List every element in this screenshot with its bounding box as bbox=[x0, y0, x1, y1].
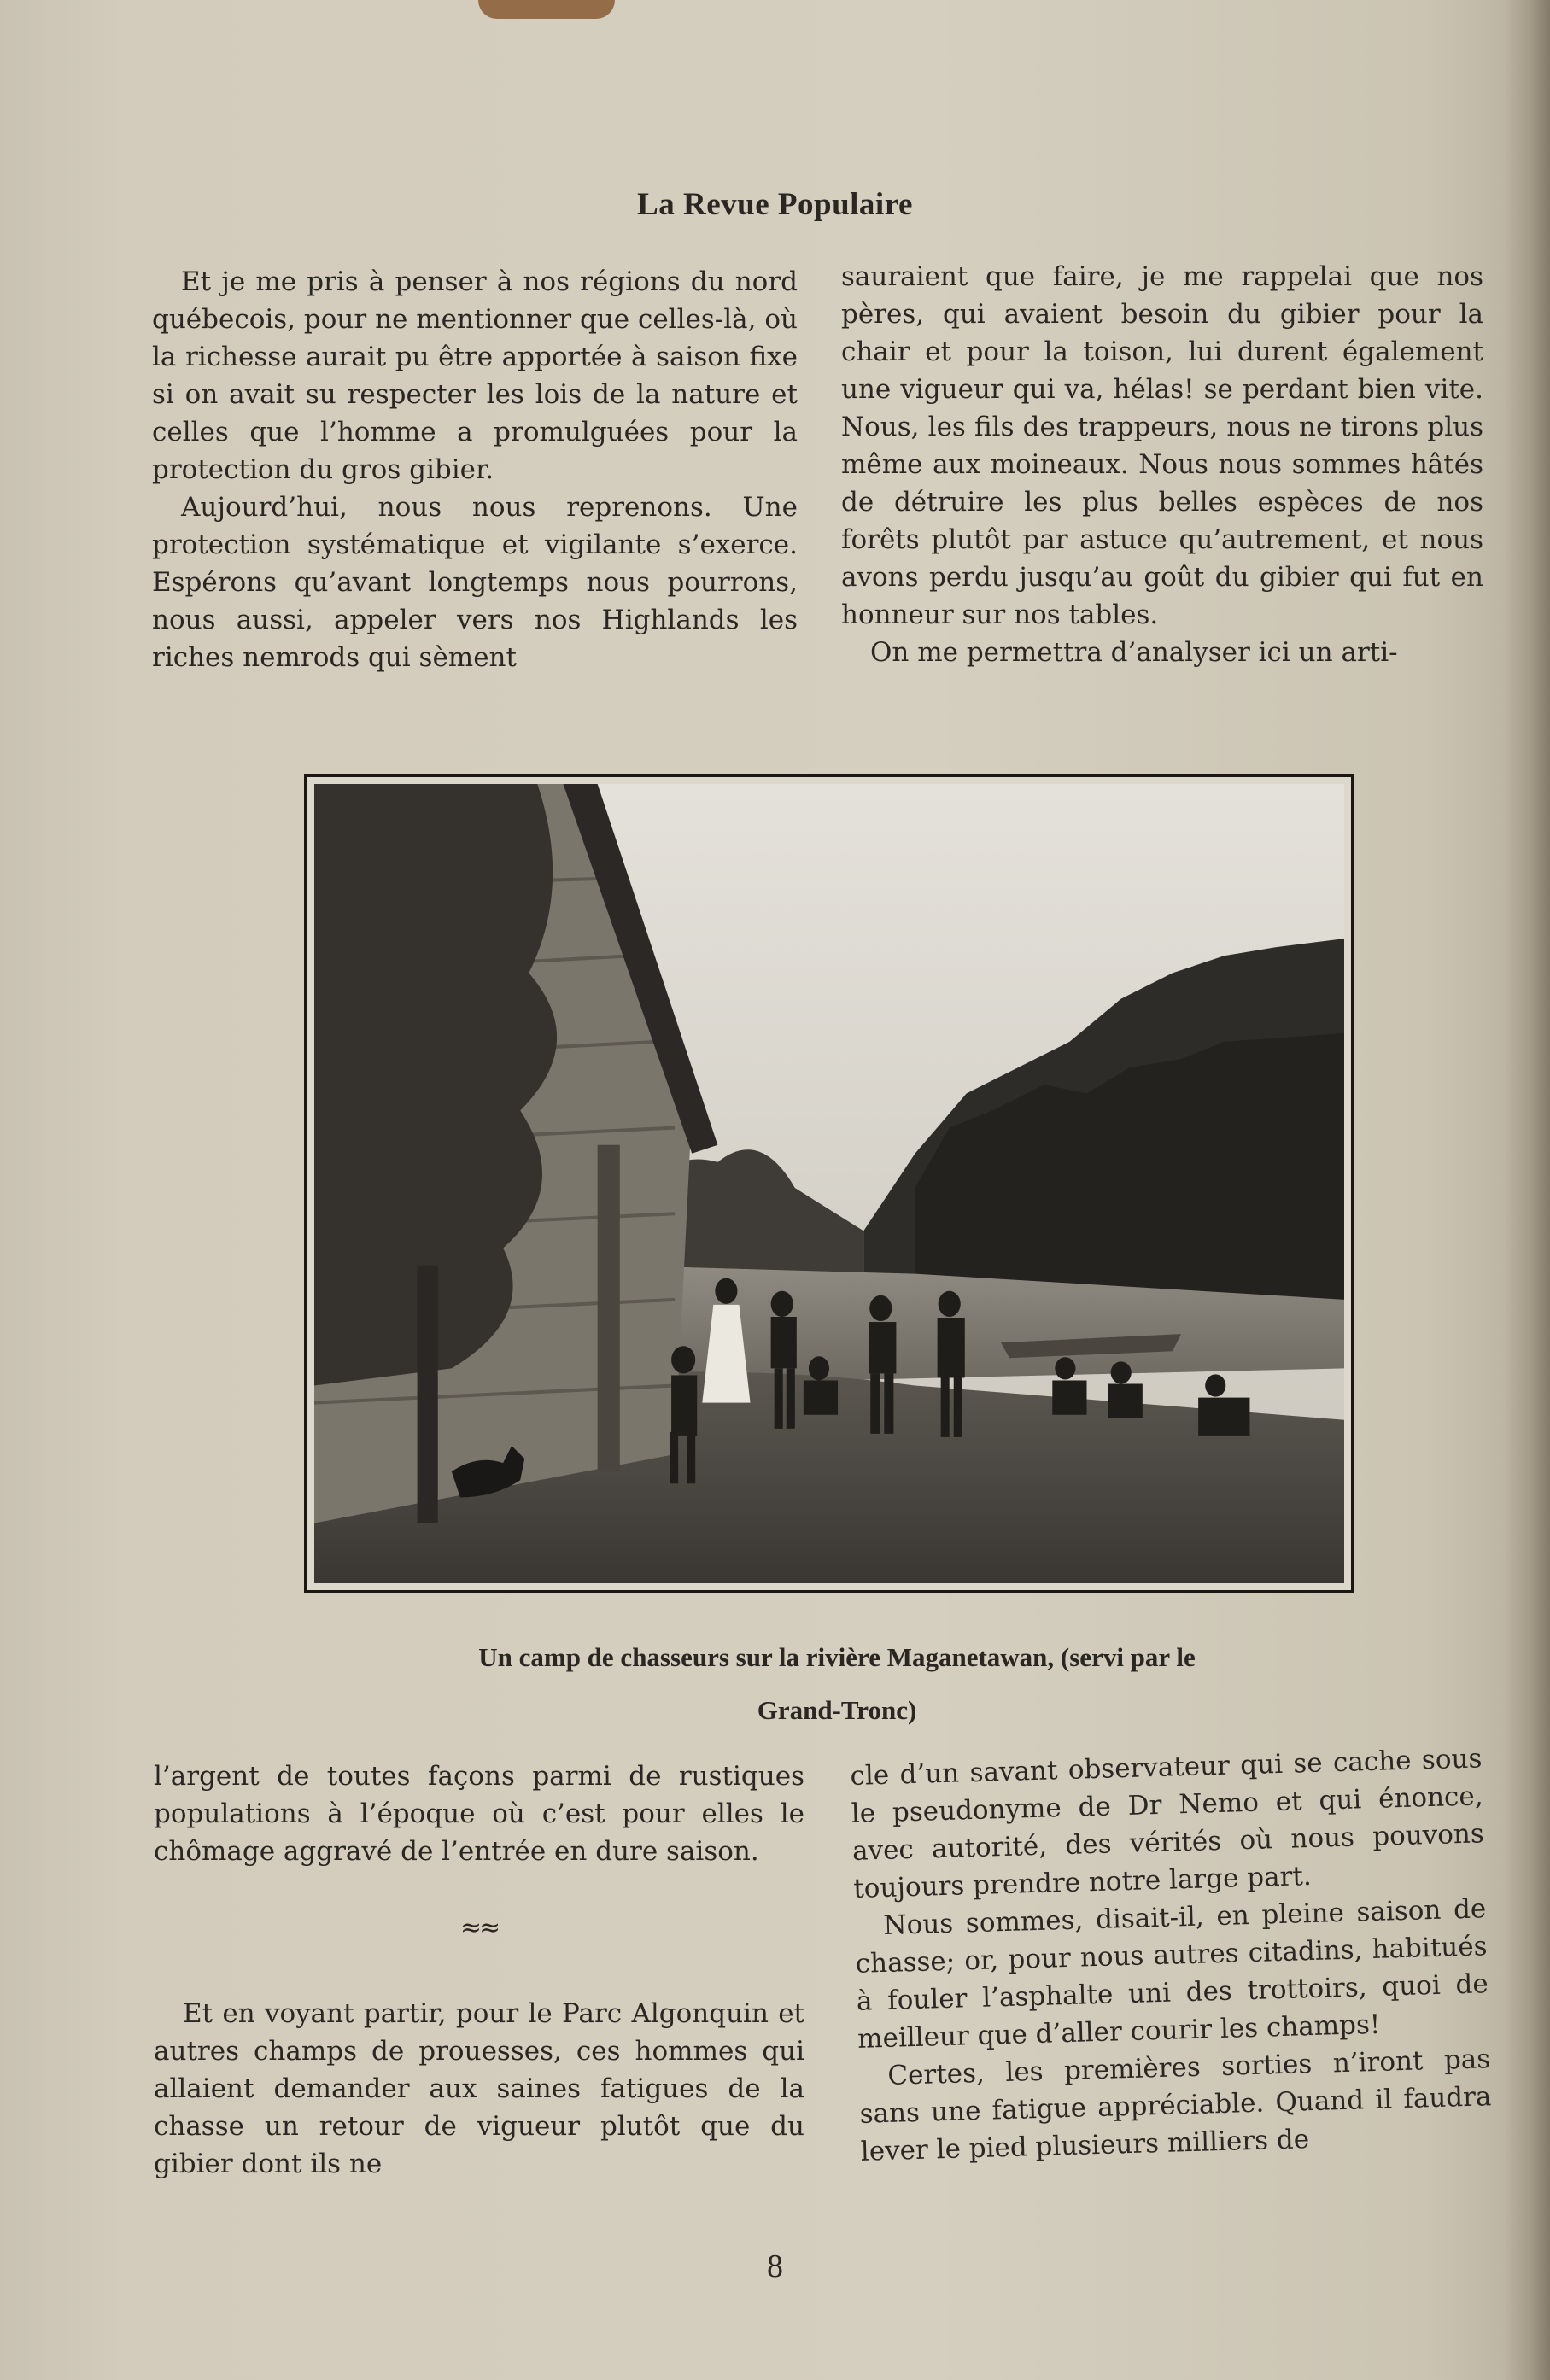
paragraph: Et en voyant partir, pour le Parc Algonquin et autres champs de prouesses, ces hommes qui allaient demander aux saines fatigues de la chasse un retour de vigueur plutôt que du gibier dont ils ne bbox=[154, 1998, 804, 2179]
column-bottom-right bbox=[850, 1740, 1493, 2170]
paragraph: cle d’un savant observateur qui se cache sous le pseudonyme de Dr Nemo et qui énonce, avec autorité, des vérités où nous pouvons toujours prendre notre large part. bbox=[850, 1743, 1485, 1904]
page-spine-shadow bbox=[1503, 0, 1550, 2380]
column-bottom-left bbox=[154, 1757, 804, 2183]
photo-image bbox=[314, 784, 1344, 1583]
paragraph: On me permettra d’analyser ici un arti- bbox=[870, 637, 1398, 668]
paragraph: sauraient que faire, je me rappelai que nos pères, qui avaient besoin du gibier pour la chair et pour la toison, lui durent également une vigueur qui va, hélas! se perdant bien vite. Nous, les fils des trappeurs, nous ne tirons plus même aux moineaux. Nous nous sommes hâtés de détruire les plus belles espèces de nos forêts plutôt par astuce qu’autrement, et nous avons perdu jusqu’au goût du gibier qui fut en honneur sur nos tables. bbox=[841, 261, 1483, 630]
page-stain bbox=[478, 0, 615, 19]
photograph-hunting-camp bbox=[304, 774, 1354, 1593]
paragraph: Certes, les premières sorties n’iront pas sans une fatigue appréciable. Quand il faudra lever le pied plusieurs milliers de bbox=[859, 2044, 1492, 2167]
paragraph: Et je me pris à penser à nos régions du nord québecois, pour ne mentionner que celles-là, où la richesse aurait pu être apportée à saison fixe si on avait su respecter les lois de la nature et celles que l’homme a promulguées pour la protection du gros gibier. bbox=[152, 266, 798, 485]
section-ornament: ≈≈ bbox=[459, 1913, 499, 1943]
running-head: La Revue Populaire bbox=[637, 187, 913, 222]
page-number: 8 bbox=[767, 2248, 783, 2284]
paragraph: Nous sommes, disait-il, en pleine saison de chasse; or, pour nous autres citadins, habitués à fouler l’asphalte uni des trottoirs, quoi de meilleur que d’aller courir les champs! bbox=[855, 1893, 1489, 2055]
caption-line: Grand-Tronc) bbox=[757, 1695, 917, 1725]
caption-line: Un camp de chasseurs sur la rivière Maganetawan, (servi par le bbox=[478, 1642, 1196, 1672]
column-top-right bbox=[841, 258, 1483, 671]
paragraph: l’argent de toutes façons parmi de rustiques populations à l’époque où c’est pour elles le chômage aggravé de l’entrée en dure saison. bbox=[154, 1761, 804, 1867]
column-top-left bbox=[152, 263, 798, 676]
paragraph: Aujourd’hui, nous nous reprenons. Une protection systématique et vigilante s’exerce. Espérons qu’avant longtemps nous pourrons, nous aussi, appeler vers nos Highlands les riches nemrods qui sèment bbox=[152, 492, 798, 673]
figure-caption bbox=[282, 1631, 1392, 1737]
